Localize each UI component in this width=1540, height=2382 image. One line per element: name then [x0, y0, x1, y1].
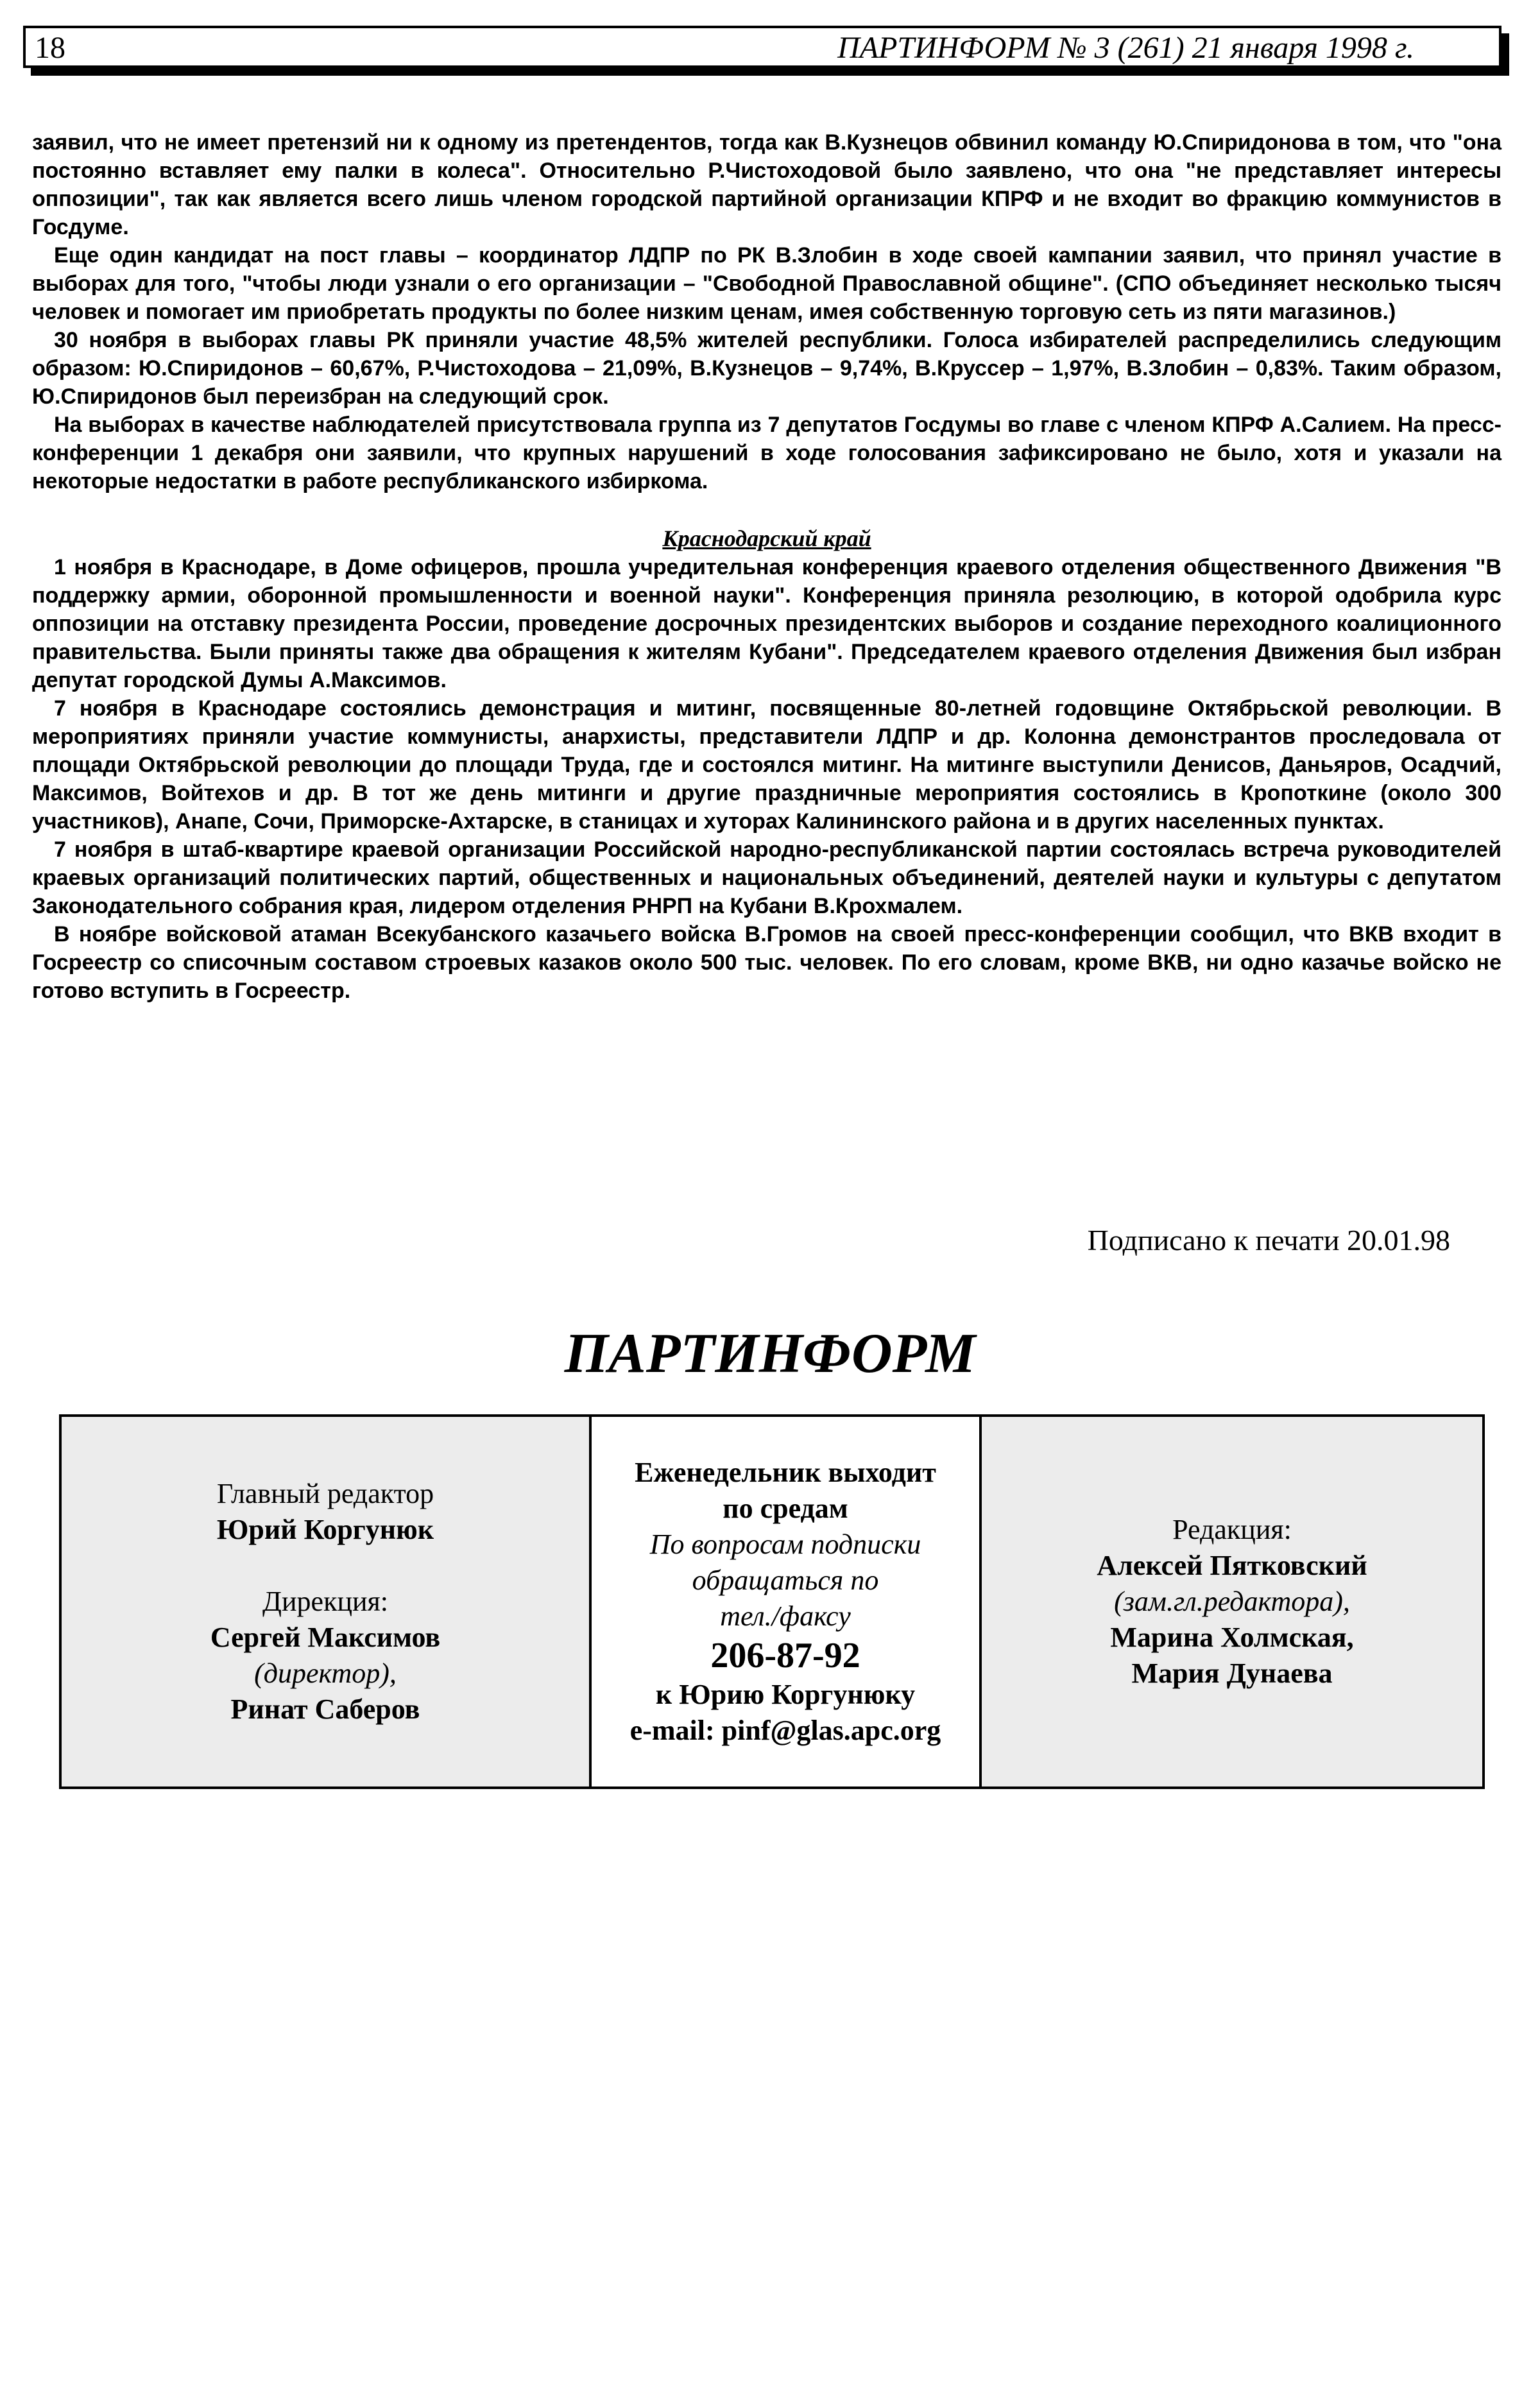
spacer — [62, 1548, 589, 1584]
editor-name: Марина Холмская, — [1110, 1622, 1354, 1653]
masthead: ПАРТИНФОРМ — [564, 1323, 976, 1385]
subscription-line: По вопросам подписки — [649, 1529, 921, 1560]
paragraph: 7 ноября в Краснодаре состоялись демонстрация и митинг, посвященные 80-летней годовщине Октябрьской революции. В мероприятиях приняли участие коммунисты, анархисты, представители ЛДПР и др. Колонна демонстрантов проследовала от площади Октябрьской революции до площади Труда, где и состоялся митинг. На митинге выступили Денисов, Даньяров, Осадчий, Максимов, Войтехов и др. В тот же день митинги и другие праздничные мероприятия состоялись в Кропоткине (около 300 участников), Анапе, Сочи, Приморске-Ахтарске, в станицах и хуторах Калининского района и в других населенных пунктах. — [32, 696, 1502, 834]
chief-editor-name: Юрий Коргунюк — [216, 1514, 434, 1545]
paragraph: 7 ноября в штаб-квартире краевой организации Российской народно-республиканской партии состоялась встреча руководителей краевых организаций политических партий, общественных и национальных объединений, деятелей науки и культуры с депутатом Законодательного собрания края, лидером отделения РНРП на Кубани В.Крохмалем. — [32, 837, 1502, 918]
director-name: Сергей Максимов — [210, 1622, 441, 1653]
imprint-left-column — [62, 1417, 592, 1786]
direction-label: Дирекция: — [262, 1586, 389, 1617]
page-number: 18 — [35, 31, 65, 65]
contact-person: к Юрию Коргунюку — [655, 1679, 916, 1710]
editorial-label: Редакция: — [1172, 1514, 1292, 1545]
editor-name: Мария Дунаева — [1131, 1658, 1333, 1689]
imprint-middle-column — [592, 1417, 982, 1786]
paragraph: заявил, что не имеет претензий ни к одному из претендентов, тогда как В.Кузнецов обвинил команду Ю.Спиридонова в том, что "она постоянно вставляет ему палки в колеса". Относительно Р.Чистоходовой было заявлено, что она "не представляет интересы оппозиции", так как является всего лишь членом городской партийной организации КПРФ и не входит во фракцию коммунистов в Госдуме. — [32, 130, 1502, 239]
director-role: (директор), — [254, 1658, 397, 1689]
weekly-line: Еженедельник выходит — [635, 1457, 936, 1488]
paragraph: 1 ноября в Краснодаре, в Доме офицеров, прошла учредительная конференция краевого отделения общественного Движения "В поддержку армии, оборонной промышленности и военной науки". Конференция приняла резолюцию, в которой одобрила курс оппозиции на отставку президента России, проведение досрочных президентских выборов и создание переходного коалиционного правительства. Были приняты также два обращения к жителям Кубани". Председателем краевого отделения Движения был избран депутат городской Думы А.Максимов. — [32, 555, 1502, 692]
paragraph: В ноябре войсковой атаман Всекубанского казачьего войска В.Громов на своей пресс-конференции сообщил, что ВКВ входит в Госреестр со списочным составом строевых казаков около 500 тыс. человек. По его словам, кроме ВКВ, ни одно казачье войско не готово вступить в Госреестр. — [32, 922, 1502, 1003]
section-gap — [32, 495, 1502, 524]
paragraph: На выборах в качестве наблюдателей присутствовала группа из 7 депутатов Госдумы во главе с членом КПРФ А.Салием. На пресс-конференции 1 декабря они заявили, что крупных нарушений в ходе голосования зафиксировано не было, хотя и указали на некоторые недостатки в работе республиканского избиркома. — [32, 413, 1502, 493]
paragraph: 30 ноября в выборах главы РК приняли участие 48,5% жителей республики. Голоса избирателей распределились следующим образом: Ю.Спиридонов – 60,67%, Р.Чистоходова – 21,09%, В.Кузнецов – 9,74%, В.Круссер – 1,97%, В.Злобин – 0,83%. Таким образом, Ю.Спиридонов был переизбран на следующий срок. — [32, 328, 1502, 409]
chief-editor-label: Главный редактор — [216, 1478, 434, 1509]
editor-name: Алексей Пятковский — [1097, 1550, 1367, 1581]
paragraph: Еще один кандидат на пост главы – координатор ЛДПР по РК В.Злобин в ходе своей кампании заявил, что принял участие в выборах для того, "чтобы люди узнали о его организации – "Свободной Православной общине". (СПО объединяет несколько тысяч человек и помогает им приобретать продукты по более низким ценам, имея собственную торговую сеть из пяти магазинов.) — [32, 243, 1502, 324]
editor-role: (зам.гл.редактора), — [1114, 1586, 1350, 1617]
email-address: e-mail: pinf@glas.apc.org — [629, 1715, 941, 1746]
issue-title: ПАРТИНФОРМ № 3 (261) 21 января 1998 г. — [837, 31, 1414, 65]
subscription-line: тел./факсу — [720, 1600, 851, 1632]
direction-member-name: Ринат Саберов — [230, 1693, 420, 1725]
phone-number: 206-87-92 — [710, 1636, 860, 1675]
page-header — [23, 26, 1502, 68]
imprint-right-column — [982, 1417, 1482, 1786]
imprint-box — [59, 1414, 1485, 1789]
section-title: Краснодарский край — [662, 526, 871, 551]
signed-to-print: Подписано к печати 20.01.98 — [1087, 1224, 1450, 1256]
article-body — [32, 128, 1502, 1005]
subscription-line: обращаться по — [692, 1564, 879, 1596]
weekly-day-line: по средам — [723, 1493, 848, 1524]
